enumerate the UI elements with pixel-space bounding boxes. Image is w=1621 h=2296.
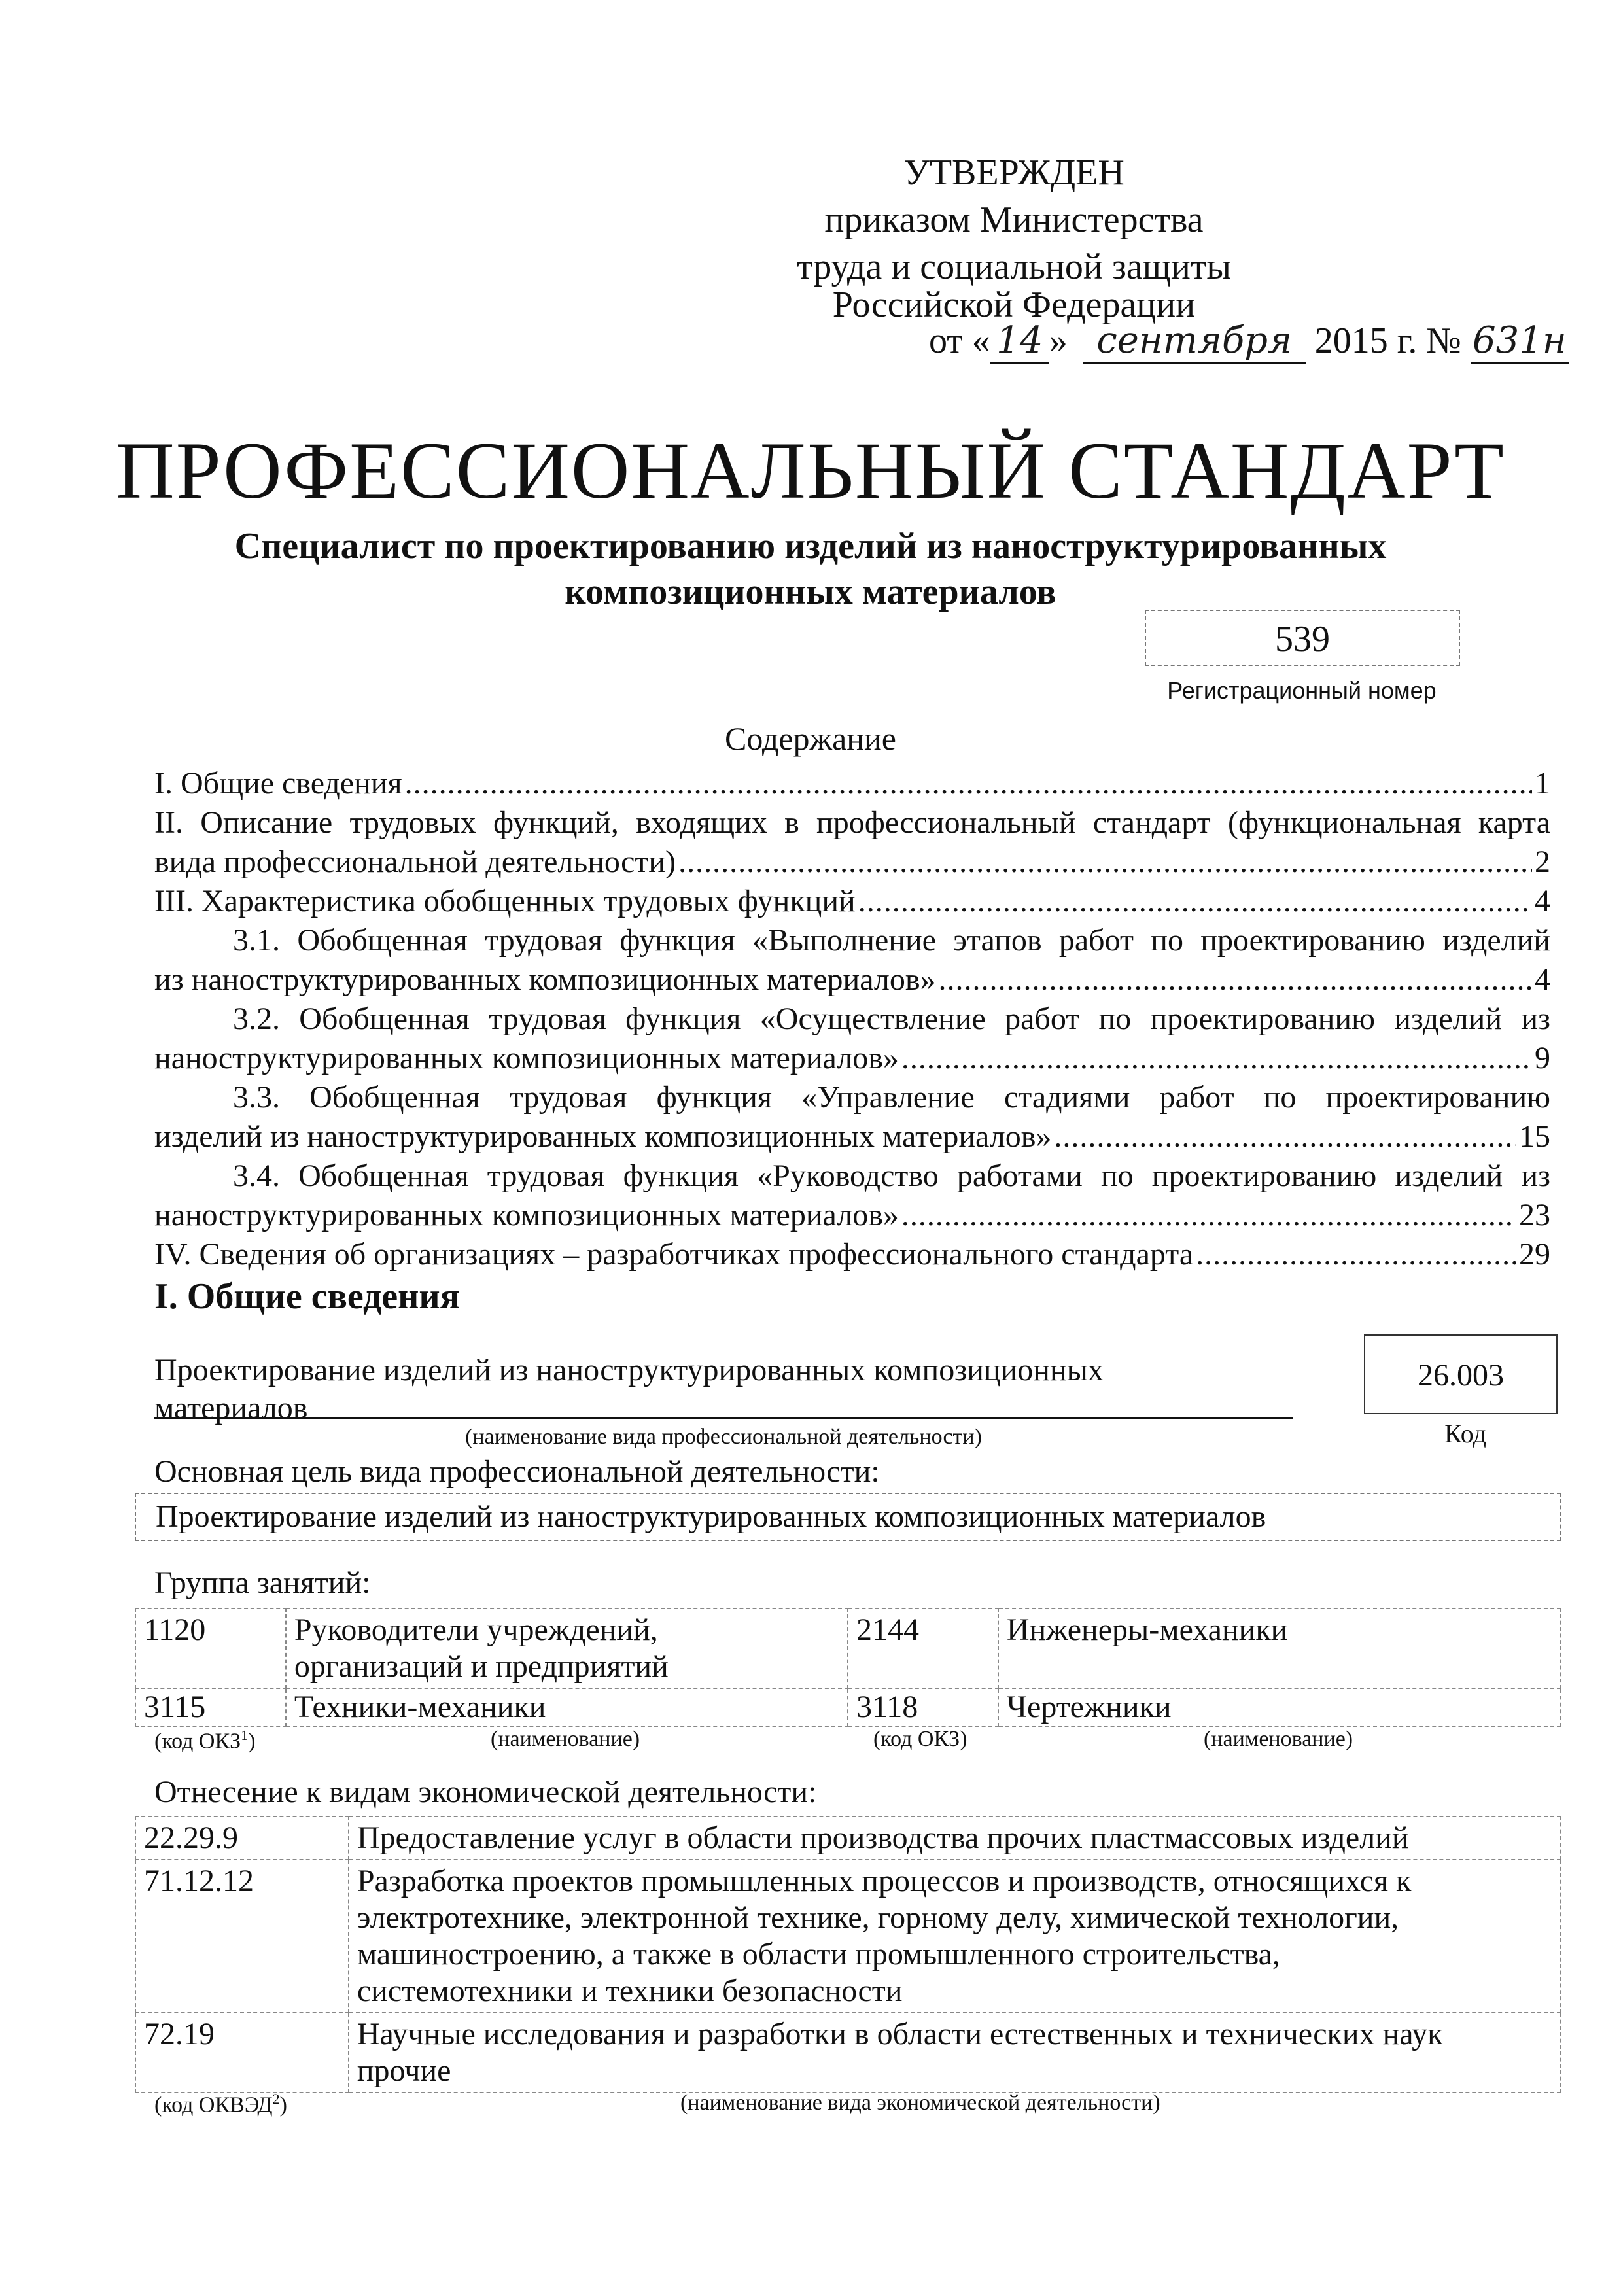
toc-heading: Содержание — [725, 720, 896, 757]
okz-code: 1120 — [135, 1609, 286, 1688]
toc-leader — [1054, 1117, 1516, 1157]
registration-number: 539 — [1145, 610, 1460, 666]
activity-name-line: Проектирование изделий из наноструктурированных композиционных — [154, 1353, 1104, 1387]
toc-page: 15 — [1519, 1119, 1550, 1154]
section-title: I. Общие сведения — [154, 1276, 460, 1317]
toc-entry — [154, 882, 1550, 921]
code-caption: Код — [1444, 1419, 1486, 1448]
okved-name-line: системотехники и техники безопасности — [357, 1974, 903, 2008]
toc-entry-text: изделий из наноструктурированных композиционных материалов» — [154, 1119, 1052, 1154]
okz-name-caption: (наименование) — [491, 1727, 640, 1751]
toc-entry-text: наноструктурированных композиционных материалов» — [154, 1198, 899, 1232]
toc-entry — [154, 1039, 1550, 1078]
toc-entry-text: из наноструктурированных композиционных материалов» — [154, 962, 936, 997]
toc-entry — [154, 764, 1550, 803]
date-year: 2015 г. № — [1314, 321, 1461, 361]
caption-text: (код ОКЗ — [154, 1729, 241, 1754]
toc-page: 29 — [1519, 1237, 1550, 1272]
toc-entry — [154, 1235, 1550, 1274]
okz-name: Чертежники — [998, 1688, 1560, 1726]
toc-leader — [678, 843, 1532, 882]
toc-entry-line: 3.3. Обобщенная трудовая функция «Управление стадиями работ по проектированию — [233, 1080, 1550, 1115]
activity-code: 26.003 — [1364, 1334, 1558, 1414]
order-number: 631н — [1471, 319, 1569, 364]
occupation-groups-table — [135, 1608, 1561, 1727]
okved-label: Отнесение к видам экономической деятельности: — [154, 1775, 817, 1809]
okved-name — [349, 2013, 1560, 2093]
okz-code-caption — [154, 1727, 256, 1754]
okved-name-line: машиностроению, а также в области промышленного строительства, — [357, 1937, 1280, 1972]
okz-name — [286, 1609, 848, 1688]
okz-code: 3115 — [135, 1688, 286, 1726]
toc-entry — [154, 843, 1550, 882]
footnote-mark: 1 — [241, 1727, 249, 1743]
okz-code: 2144 — [848, 1609, 998, 1688]
standard-subtitle — [0, 523, 1621, 615]
okved-name-caption: (наименование вида экономической деятельности) — [680, 2091, 1160, 2115]
date-day: 14 — [990, 319, 1049, 364]
table-row — [135, 1860, 1560, 2013]
toc-entry — [154, 1117, 1550, 1157]
toc-entry-text: IV. Сведения об организациях – разработчиках профессионального стандарта — [154, 1237, 1194, 1272]
approval-line: труда и социальной защиты — [797, 247, 1231, 287]
approval-heading: УТВЕРЖДЕН — [903, 152, 1124, 193]
date-prefix: от « — [929, 321, 990, 361]
table-row — [135, 1817, 1560, 1860]
okz-code: 3118 — [848, 1688, 998, 1726]
okved-name-line: электротехнике, электронной технике, горному делу, химической технологии, — [357, 1900, 1399, 1935]
approval-line: приказом Министерства — [824, 200, 1204, 240]
toc-page: 23 — [1519, 1198, 1550, 1232]
toc-page: 9 — [1535, 1041, 1550, 1075]
okved-code: 22.29.9 — [135, 1817, 349, 1860]
okved-name-line: Разработка проектов промышленных процессов и производств, относящихся к — [357, 1864, 1412, 1898]
caption-text: ) — [248, 1729, 256, 1754]
goal-value: Проектирование изделий из наноструктурированных композиционных материалов — [135, 1493, 1561, 1541]
activity-name — [154, 1351, 1293, 1427]
footnote-mark: 2 — [272, 2091, 280, 2107]
okved-name — [349, 1860, 1560, 2013]
table-row — [135, 1609, 1560, 1688]
okved-code-caption — [154, 2091, 287, 2117]
toc-entry-text: I. Общие сведения — [154, 766, 402, 801]
caption-text: ) — [279, 2093, 287, 2117]
okved-table — [135, 1816, 1561, 2093]
toc-leader — [1196, 1235, 1516, 1274]
okved-name-line: прочие — [357, 2053, 451, 2088]
okved-code: 72.19 — [135, 2013, 349, 2093]
approval-line: Российской Федерации — [832, 285, 1196, 325]
okved-name: Предоставление услуг в области производства прочих пластмассовых изделий — [349, 1817, 1560, 1860]
toc-leader — [939, 960, 1532, 1000]
activity-underline — [154, 1417, 1293, 1419]
toc-entry-text: наноструктурированных композиционных материалов» — [154, 1041, 899, 1075]
toc-leader — [405, 764, 1532, 803]
toc-leader — [858, 882, 1532, 921]
toc-entry-line: 3.4. Обобщенная трудовая функция «Руководство работами по проектированию изделий из — [233, 1158, 1550, 1193]
toc-leader — [901, 1196, 1516, 1235]
table-row — [135, 1688, 1560, 1726]
groups-label: Группа занятий: — [154, 1565, 371, 1600]
activity-caption: (наименование вида профессиональной деятельности) — [465, 1425, 982, 1449]
okz-name-line: организаций и предприятий — [294, 1649, 669, 1684]
goal-label: Основная цель вида профессиональной деятельности: — [154, 1454, 880, 1489]
date-month: сентября — [1083, 319, 1306, 364]
toc-page: 1 — [1535, 766, 1550, 801]
okz-name-line: Руководители учреждений, — [294, 1612, 658, 1647]
okz-name: Техники-механики — [286, 1688, 848, 1726]
toc-entry-line: II. Описание трудовых функций, входящих в профессиональный стандарт (функциональная карта — [154, 805, 1550, 840]
subtitle-line: Специалист по проектированию изделий из наноструктурированных — [234, 526, 1387, 566]
okved-code: 71.12.12 — [135, 1860, 349, 2013]
date-mid: » — [1049, 321, 1068, 361]
page-title: ПРОФЕССИОНАЛЬНЫЙ СТАНДАРТ — [116, 426, 1505, 515]
toc-page: 2 — [1535, 844, 1550, 879]
toc-entry — [154, 1196, 1550, 1235]
toc-leader — [901, 1039, 1532, 1078]
subtitle-line: композиционных материалов — [565, 572, 1056, 612]
activity-name-line: материалов — [154, 1391, 308, 1425]
okved-name-line: Научные исследования и разработки в области естественных и технических наук — [357, 2017, 1443, 2051]
okz-code-caption: (код ОКЗ) — [873, 1727, 967, 1751]
toc-page: 4 — [1535, 962, 1550, 997]
toc-entry-text: III. Характеристика обобщенных трудовых функций — [154, 884, 856, 918]
okz-name: Инженеры-механики — [998, 1609, 1560, 1688]
approval-date — [929, 319, 1569, 364]
toc-page: 4 — [1535, 884, 1550, 918]
table-row — [135, 2013, 1560, 2093]
toc-entry-line: 3.1. Обобщенная трудовая функция «Выполнение этапов работ по проектированию изделий — [233, 923, 1550, 958]
toc-entry — [154, 960, 1550, 1000]
registration-caption: Регистрационный номер — [1167, 677, 1437, 704]
toc-entry-line: 3.2. Обобщенная трудовая функция «Осуществление работ по проектированию изделий из — [233, 1001, 1550, 1036]
okz-name-caption: (наименование) — [1204, 1727, 1353, 1751]
caption-text: (код ОКВЭД — [154, 2093, 273, 2117]
toc-entry-text: вида профессиональной деятельности) — [154, 844, 676, 879]
